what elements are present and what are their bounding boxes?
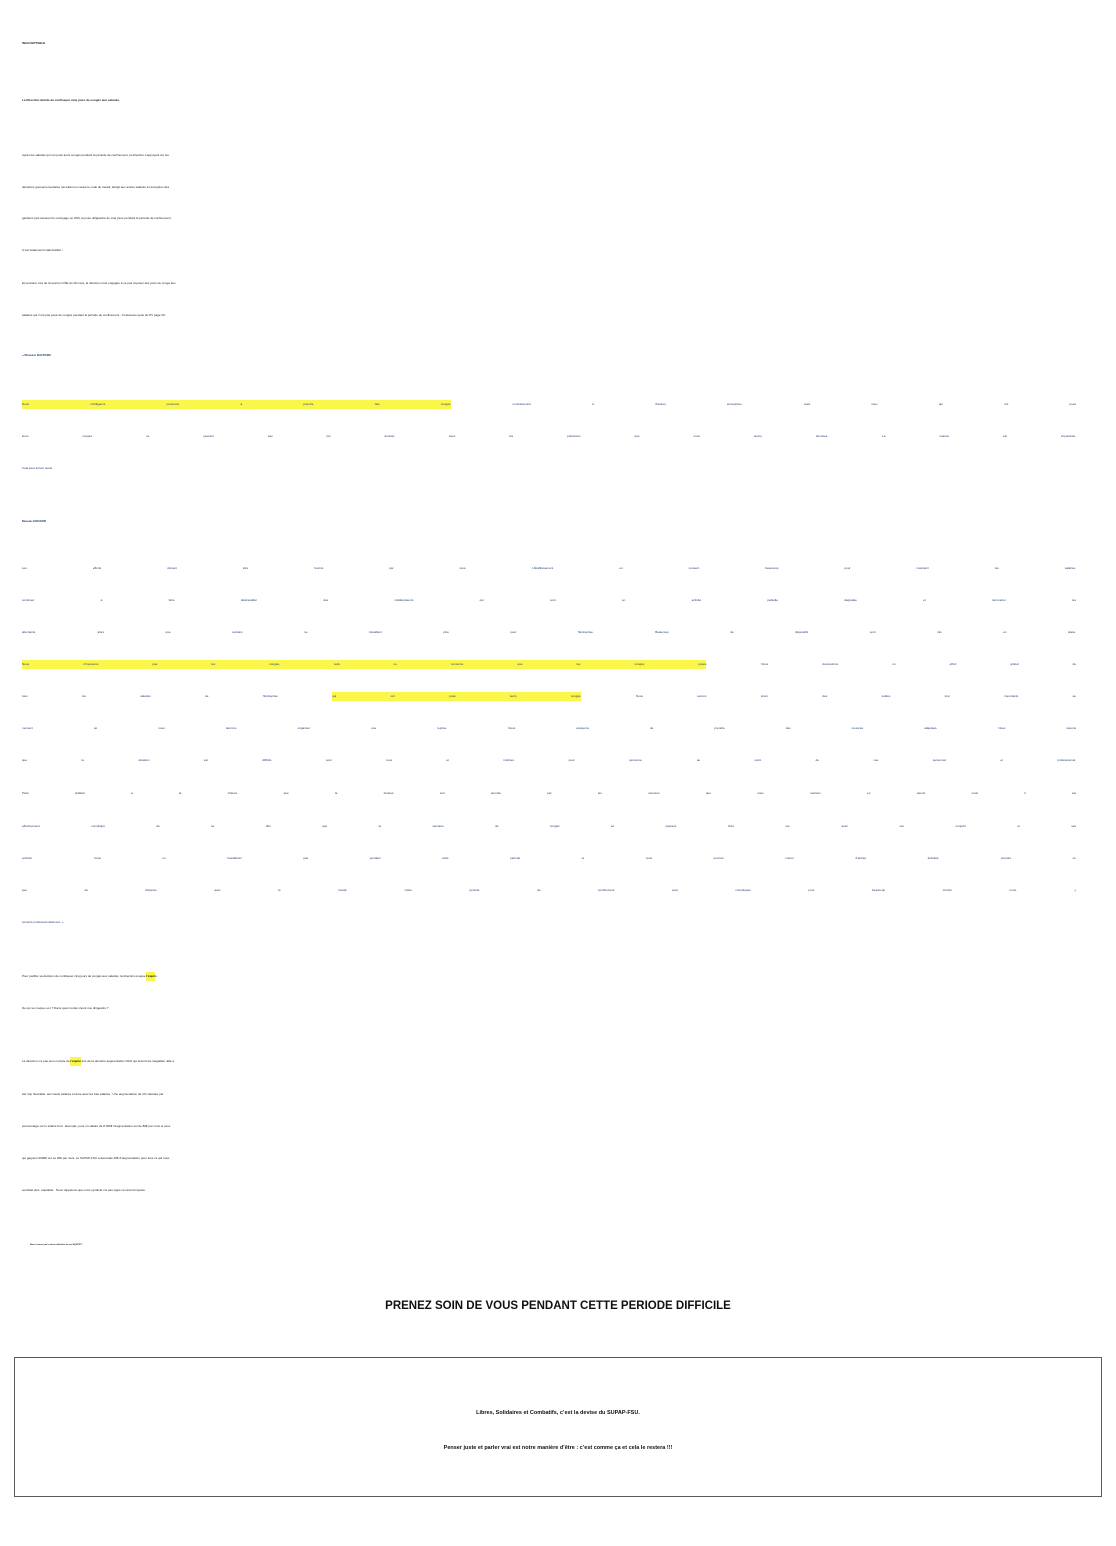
quote-line [22, 810, 1076, 842]
document-subtitle: La Direction décide de confisquer cinq jours de congés aux salariés. [22, 98, 120, 102]
text-segment: semblait plus équitable. Nous rappelons que notre syndicat n’a pas signé cet accord injuste. [22, 1188, 146, 1192]
intro-line: décisions gouvernementales remettant en cause le code du travail, élargit aux autres salariés à l’exception des [22, 185, 170, 189]
intro-line: salariés qui n’ont pas posé de congés pendant la période de confinement : Ci-dessous texte du PV page 29. [22, 313, 166, 317]
text-segment: tous les salariés de l’Entreprise [22, 694, 333, 698]
quote-line [22, 874, 1076, 906]
highlighted-text: Nous n’obligeons personne à prendre des congés, [22, 400, 451, 409]
quote-line [22, 552, 1076, 584]
text-segment: . Nous aurons sinon des soldes trop importants au [580, 694, 1076, 698]
quote-line [22, 680, 1076, 712]
text-segment: effectivement compliqué de se dire que la semaine de congés se passera chez soi, avec son conjoint et ses [22, 824, 1076, 828]
text-segment: été trop favorable aux hauts salaires et dure avec les bas salaires : Une augmentation de 1% calculée par [22, 1092, 164, 1096]
text-segment: leurs congés ne peuvent pas les annuler, avec les précisions que nous avons données. La nuance est importante. [22, 434, 1076, 438]
text-segment: Paris Habitat a la chance que la douleur soit amortie par les mesures que nous mettons en œuvre mais il est [22, 791, 1076, 795]
text-segment: que la situation est difficile pour tous et indolore pour personne, au point de vue personnel et professionnel. [22, 758, 1076, 762]
speaker-name: DAUPHIN [36, 353, 51, 357]
nao-line [22, 1174, 1088, 1206]
nao-line [22, 1142, 1088, 1174]
text-segment: lors de la dernière augmentation NAO qui accroît les inégalités. Elle a [80, 1059, 175, 1063]
quote-line [22, 842, 1076, 874]
document-title: INACCEPTABLE [22, 41, 46, 45]
speaker-label-godard [22, 505, 1076, 537]
equity-line [22, 992, 1088, 1024]
motto-line: Libres, Solidaires et Combatifs, c’est la devise du SUPAP-FSU. [476, 1410, 640, 1416]
text-segment: Cela peut arriver aussi. [22, 466, 53, 470]
text-segment: qui gagnent 2000€ ont eu 20€ par mois. Le SUPAP-FSU a demandé 30€ d’augmentation pour tous ce qui nous [22, 1156, 170, 1160]
quote-line [22, 420, 1076, 452]
quote-line [22, 584, 1076, 616]
nao-line [22, 1110, 1088, 1142]
text-segment: pourcentage sur le salaire brut. Exemple, pour un salaire de 8 000€ l’augmentation est de 80€ par mois et ceux [22, 1124, 171, 1128]
quote-line [22, 388, 1076, 420]
text-segment: compris professionnellement. » [22, 920, 64, 924]
quote-line [22, 452, 1076, 484]
speaker-title: Madame [22, 519, 32, 523]
intro-line: Après les salariés qui ont posé leurs congés pendant la période de confinement, la direction s’appuyant sur les [22, 153, 169, 157]
highlighted-text: qui ont posé leurs congés [332, 692, 580, 701]
motto-line: Penser juste et parler vrai est notre manière d’être : c’est comme ça et cela le restera !!! [443, 1445, 673, 1451]
text-segment: De qui se moque-t-on ? Dans quel monde vivent nos dirigeants ? [22, 1006, 109, 1010]
text-segment: contrairement à d’autres entreprises, mais ceux qui ont posé [451, 402, 1076, 406]
text-segment: continuer à faire télétravailler des collaborateurs qui sont en activité partielle dégradée et rémunérer les [22, 598, 1076, 602]
quote-line [22, 906, 1076, 938]
intro-line: C’est totalement inadmissible ! [22, 248, 63, 252]
quote-line [22, 777, 1076, 809]
text-segment: Pour justifier sa décision de confisquer cinq jours de congés aux salariés, la direction évoque [22, 974, 147, 978]
highlighted-text: l’équité [70, 1057, 81, 1066]
quote-line [22, 744, 1076, 776]
quote-line [22, 616, 1076, 648]
speaker-label-dauphin [22, 339, 1076, 371]
equity-line [22, 960, 1088, 992]
text-segment: moment où nous devrons organiser une reprise. Nous essayons de prendre des mesures adaptées. Nous savons [22, 726, 1076, 730]
highlighted-text: Nous n’imposons pas les congés, cela ne concerne que les congés posés [22, 660, 706, 669]
banner-heading: PRENEZ SOIN DE VOUS PENDANT CETTE PERIODE DIFFICILE [385, 1300, 731, 1312]
open-quote: « [22, 353, 25, 357]
closing-note: Nous n’avons pas la même définition du mot EQUITE!!! [30, 1244, 83, 1246]
highlighted-text: l’équit [146, 972, 155, 981]
text-segment: alternants, alors que certains ne travaillent plus pour l’Entreprise. Beaucoup de dispositifs sont mis en place. [22, 630, 1076, 634]
text-segment: Les efforts doivent être fournis par tous. L’Établissement en consent beaucoup pour maintenir les salaires, [22, 566, 1076, 570]
quote-line [22, 648, 1076, 680]
nao-line [22, 1078, 1088, 1110]
motto-box [14, 1357, 1102, 1497]
intro-line: Et pourtant, lors de la réunion CSE du 19 mars, la direction s’est engagée à ne pas imposer des jours de congé aux [22, 281, 176, 285]
text-segment: peu de distance avec le travail. Cette période de confinement sera compliquée pour beaucoup d’entre nous, y [22, 888, 1076, 892]
quote-line [22, 712, 1076, 744]
speaker-name: GODARD [31, 519, 47, 523]
text-segment: enfants. Vous ne travaillerez pas pendant cette période et vous pourrez mener d’autres activités, prendre un [22, 856, 1076, 860]
intro-line: gardiens (qui assurent le nettoyage ou OM), la pose obligatoire de cinq jours pendant la période de confinement, [22, 216, 172, 220]
text-segment: . Nous demandons un effort global de [706, 662, 1076, 666]
text-segment: La direction n’a pas tenu compte de [22, 1059, 71, 1063]
speaker-title: Monsieur [24, 353, 37, 357]
text-segment: é. [155, 974, 158, 978]
nao-line [22, 1045, 1088, 1077]
